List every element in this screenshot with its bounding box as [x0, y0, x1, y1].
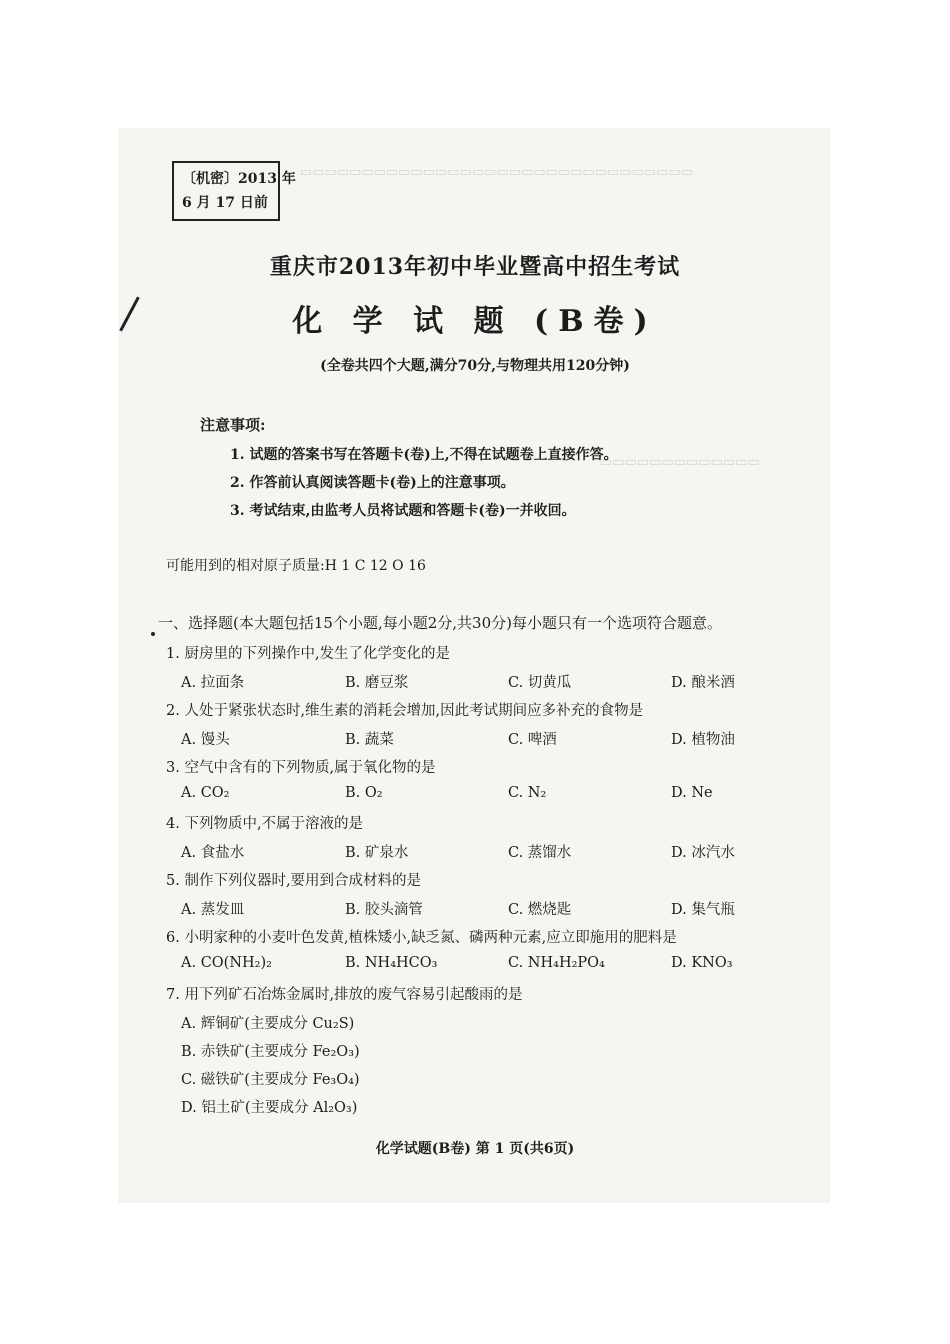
option: C. 磁铁矿(主要成分 Fe₃O₄)	[181, 1072, 360, 1088]
stamp-line-1: 〔机密〕2013 年	[182, 171, 296, 187]
bullet-dot	[151, 632, 155, 636]
question-stem: 6. 小明家种的小麦叶色发黄,植株矮小,缺乏氮、磷两种元素,应立即施用的肥料是	[166, 930, 677, 946]
option: C. 切黄瓜	[508, 675, 572, 691]
option: C. NH₄H₂PO₄	[508, 955, 605, 971]
option: B. 磨豆浆	[345, 675, 409, 691]
bleed-through-text: ▭▭▭▭▭▭▭▭▭▭▭▭▭▭▭▭▭▭▭▭▭▭▭▭▭▭▭▭▭▭▭▭	[300, 165, 694, 180]
option: B. 蔬菜	[345, 732, 394, 748]
notice-heading: 注意事项:	[200, 416, 266, 434]
option: D. 植物油	[671, 732, 735, 748]
option: D. 铝土矿(主要成分 Al₂O₃)	[181, 1100, 358, 1116]
option: D. 酿米酒	[671, 675, 735, 691]
atomic-masses: 可能用到的相对原子质量:H 1 C 12 O 16	[166, 558, 426, 574]
option: C. 啤酒	[508, 732, 557, 748]
option: A. 馒头	[181, 732, 230, 748]
question-stem: 2. 人处于紧张状态时,维生素的消耗会增加,因此考试期间应多补充的食物是	[166, 703, 644, 719]
option: A. CO(NH₂)₂	[181, 955, 272, 971]
option: B. NH₄HCO₃	[345, 955, 438, 971]
option: D. 冰汽水	[671, 845, 735, 861]
option: C. 蒸馏水	[508, 845, 572, 861]
option: A. 拉面条	[181, 675, 245, 691]
section-heading: 一、选择题(本大题包括15个小题,每小题2分,共30分)每小题只有一个选项符合题意。	[158, 614, 722, 632]
bleed-through-text: ▭▭▭▭▭▭▭▭▭▭▭▭▭	[600, 455, 760, 470]
exam-title: 重庆市2013年初中毕业暨高中招生考试	[269, 254, 681, 280]
notice-item: 3. 考试结束,由监考人员将试题和答题卡(卷)一并收回。	[230, 503, 576, 519]
option: D. 集气瓶	[671, 902, 735, 918]
question-stem: 4. 下列物质中,不属于溶液的是	[166, 816, 364, 832]
notice-item: 2. 作答前认真阅读答题卡(卷)上的注意事项。	[230, 475, 515, 491]
option: A. 食盐水	[181, 845, 245, 861]
option: D. Ne	[671, 785, 713, 801]
page-footer: 化学试题(B卷) 第 1 页(共6页)	[375, 1141, 575, 1157]
subject-title: 化 学 试 题 (B卷)	[292, 304, 658, 339]
exam-subtitle: (全卷共四个大题,满分70分,与物理共用120分钟)	[320, 358, 630, 374]
question-stem: 7. 用下列矿石冶炼金属时,排放的废气容易引起酸雨的是	[166, 987, 523, 1003]
option: B. 矿泉水	[345, 845, 409, 861]
question-stem: 3. 空气中含有的下列物质,属于氧化物的是	[166, 760, 436, 776]
notice-item: 1. 试题的答案书写在答题卡(卷)上,不得在试题卷上直接作答。	[230, 447, 618, 463]
option: C. 燃烧匙	[508, 902, 572, 918]
option: A. 蒸发皿	[181, 902, 245, 918]
option: B. 赤铁矿(主要成分 Fe₂O₃)	[181, 1044, 360, 1060]
option: B. 胶头滴管	[345, 902, 423, 918]
stamp-line-2: 6 月 17 日前	[182, 195, 268, 211]
confidential-stamp	[172, 161, 296, 221]
option: A. CO₂	[181, 785, 230, 801]
question-stem: 5. 制作下列仪器时,要用到合成材料的是	[166, 873, 422, 889]
option: A. 辉铜矿(主要成分 Cu₂S)	[181, 1016, 355, 1032]
option: D. KNO₃	[671, 955, 733, 971]
question-stem: 1. 厨房里的下列操作中,发生了化学变化的是	[166, 646, 451, 662]
option: C. N₂	[508, 785, 547, 801]
option: B. O₂	[345, 785, 383, 801]
